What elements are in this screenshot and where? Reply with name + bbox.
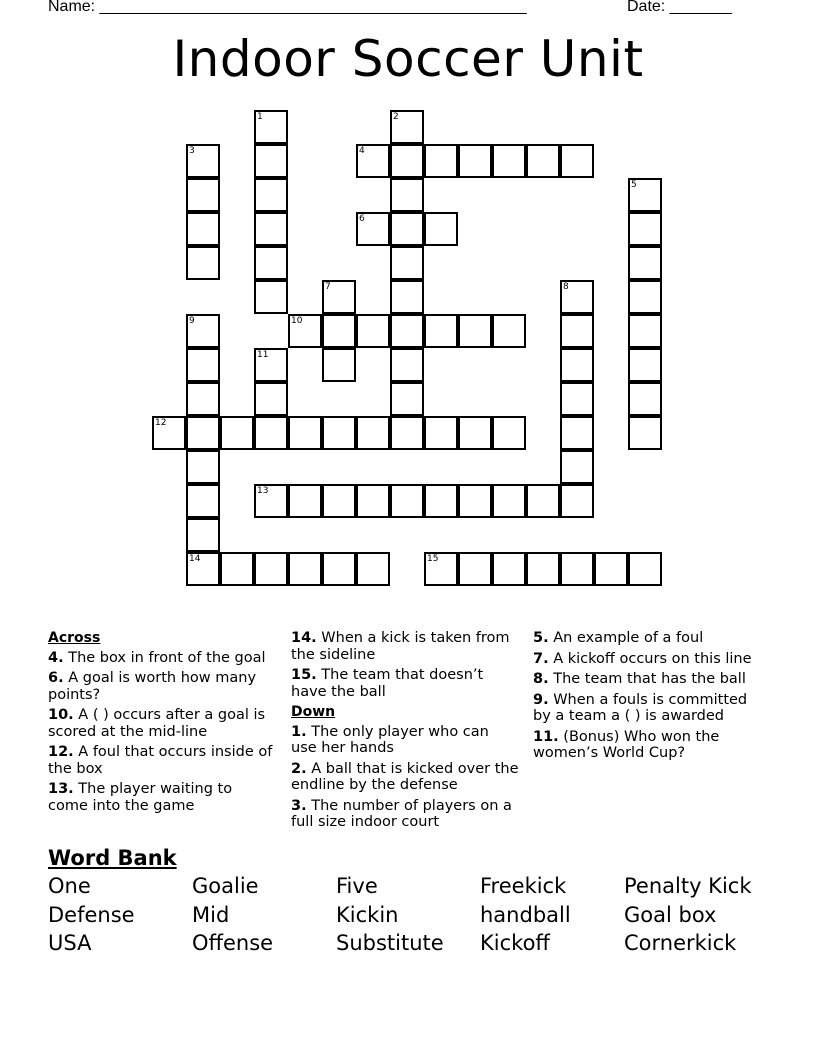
cell-number: 5 — [631, 180, 637, 190]
grid-cell[interactable] — [322, 348, 356, 382]
grid-cell[interactable] — [254, 246, 288, 280]
grid-cell[interactable] — [356, 484, 390, 518]
grid-cell[interactable] — [458, 416, 492, 450]
word-bank-item: Goal box — [624, 903, 717, 927]
grid-cell[interactable] — [560, 450, 594, 484]
grid-cell[interactable] — [628, 348, 662, 382]
grid-cell[interactable] — [424, 552, 458, 586]
grid-cell[interactable] — [628, 212, 662, 246]
grid-cell[interactable] — [628, 280, 662, 314]
cell-number: 1 — [257, 112, 263, 122]
grid-cell[interactable] — [390, 348, 424, 382]
grid-cell[interactable] — [186, 178, 220, 212]
grid-cell[interactable] — [152, 416, 186, 450]
grid-cell[interactable] — [424, 314, 458, 348]
grid-cell[interactable] — [390, 484, 424, 518]
word-bank-title: Word Bank — [48, 846, 177, 870]
cell-number: 15 — [427, 554, 439, 564]
grid-cell[interactable] — [458, 552, 492, 586]
clue-down-5: 5. An example of a foul — [533, 630, 704, 646]
grid-cell[interactable] — [390, 212, 424, 246]
grid-cell[interactable] — [288, 416, 322, 450]
grid-cell[interactable] — [254, 348, 288, 382]
grid-cell[interactable] — [322, 484, 356, 518]
clue-down-9: 9. When a fouls is committed by a team a ( ) is awarded — [533, 691, 748, 724]
clue-across-6: 6. A goal is worth how many points? — [48, 670, 257, 703]
word-bank-item: USA — [48, 931, 92, 955]
grid-cell[interactable] — [628, 178, 662, 212]
grid-cell[interactable] — [628, 246, 662, 280]
cell-number: 7 — [325, 282, 331, 292]
grid-cell[interactable] — [356, 144, 390, 178]
grid-cell[interactable] — [390, 178, 424, 212]
grid-cell[interactable] — [186, 518, 220, 552]
word-bank-item: Offense — [192, 931, 274, 955]
down-heading: Down — [291, 704, 336, 720]
grid-cell[interactable] — [492, 484, 526, 518]
grid-cell[interactable] — [560, 382, 594, 416]
grid-cell[interactable] — [254, 144, 288, 178]
grid-cell[interactable] — [356, 416, 390, 450]
grid-cell[interactable] — [186, 144, 220, 178]
word-bank-item: Goalie — [192, 874, 259, 898]
grid-cell[interactable] — [560, 144, 594, 178]
name-field-label: Name: ________________________________________________ — [48, 0, 527, 15]
cell-number: 6 — [359, 214, 365, 224]
clue-down-3: 3. The number of players on a full size indoor court — [291, 797, 512, 830]
grid-cell[interactable] — [560, 484, 594, 518]
grid-cell[interactable] — [390, 416, 424, 450]
grid-cell[interactable] — [458, 484, 492, 518]
grid-cell[interactable] — [254, 484, 288, 518]
cell-number: 8 — [563, 282, 569, 292]
clue-across-10: 10. A ( ) occurs after a goal is scored at the mid-line — [48, 707, 266, 740]
grid-cell[interactable] — [254, 552, 288, 586]
grid-cell[interactable] — [424, 416, 458, 450]
grid-cell[interactable] — [356, 314, 390, 348]
grid-cell[interactable] — [356, 552, 390, 586]
cell-number: 13 — [257, 486, 269, 496]
grid-cell[interactable] — [186, 212, 220, 246]
grid-cell[interactable] — [254, 382, 288, 416]
clue-down-1: 1. The only player who can use her hands — [291, 723, 489, 756]
grid-cell[interactable] — [458, 144, 492, 178]
page-title: Indoor Soccer Unit — [172, 30, 644, 88]
grid-cell[interactable] — [560, 416, 594, 450]
grid-cell[interactable] — [390, 280, 424, 314]
grid-cell[interactable] — [492, 416, 526, 450]
grid-cell[interactable] — [560, 552, 594, 586]
date-field-label: Date: _______ — [627, 0, 732, 15]
grid-cell[interactable] — [186, 416, 220, 450]
grid-cell[interactable] — [594, 552, 628, 586]
grid-cell[interactable] — [186, 246, 220, 280]
word-bank-item: Kickoff — [480, 931, 550, 955]
clue-across-15: 15. The team that doesn’t have the ball — [291, 667, 484, 700]
grid-cell[interactable] — [186, 484, 220, 518]
grid-cell[interactable] — [628, 416, 662, 450]
grid-cell[interactable] — [424, 144, 458, 178]
grid-cell[interactable] — [492, 144, 526, 178]
cell-number: 4 — [359, 146, 365, 156]
clue-across-4: 4. The box in front of the goal — [48, 649, 266, 666]
word-bank-item: One — [48, 874, 91, 898]
grid-cell[interactable] — [526, 144, 560, 178]
word-bank-item: Cornerkick — [624, 931, 737, 955]
grid-cell[interactable] — [254, 280, 288, 314]
grid-cell[interactable] — [628, 552, 662, 586]
grid-cell[interactable] — [424, 212, 458, 246]
word-bank-item: Mid — [192, 903, 230, 927]
grid-cell[interactable] — [560, 314, 594, 348]
cell-number: 3 — [189, 146, 195, 156]
cell-number: 14 — [189, 554, 201, 564]
cell-number: 12 — [155, 418, 167, 428]
grid-cell[interactable] — [526, 552, 560, 586]
word-bank-item: Freekick — [480, 874, 567, 898]
grid-cell[interactable] — [186, 348, 220, 382]
grid-cell[interactable] — [186, 314, 220, 348]
grid-cell[interactable] — [220, 552, 254, 586]
word-bank-item: Defense — [48, 903, 135, 927]
across-heading: Across — [48, 630, 101, 646]
grid-cell[interactable] — [492, 552, 526, 586]
grid-cell[interactable] — [390, 110, 424, 144]
grid-cell[interactable] — [628, 382, 662, 416]
grid-cell[interactable] — [288, 314, 322, 348]
grid-cell[interactable] — [322, 280, 356, 314]
clue-down-8: 8. The team that has the ball — [533, 671, 746, 687]
cell-number: 11 — [257, 350, 269, 360]
clue-down-7: 7. A kickoff occurs on this line — [533, 650, 752, 667]
grid-cell[interactable] — [254, 110, 288, 144]
grid-cell[interactable] — [356, 212, 390, 246]
grid-cell[interactable] — [390, 246, 424, 280]
grid-cell[interactable] — [322, 552, 356, 586]
grid-cell[interactable] — [288, 552, 322, 586]
grid-cell[interactable] — [288, 484, 322, 518]
clue-across-14: 14. When a kick is taken from the sideline — [291, 630, 510, 663]
grid-cell[interactable] — [458, 314, 492, 348]
grid-cell[interactable] — [390, 314, 424, 348]
grid-cell[interactable] — [390, 382, 424, 416]
clues-column-2 — [291, 630, 519, 835]
grid-cell[interactable] — [254, 416, 288, 450]
clues-column-1 — [48, 630, 276, 818]
cell-number: 10 — [291, 316, 303, 326]
grid-cell[interactable] — [424, 484, 458, 518]
grid-cell[interactable] — [186, 552, 220, 586]
grid-cell[interactable] — [526, 484, 560, 518]
cell-number: 2 — [393, 112, 399, 122]
grid-cell[interactable] — [390, 144, 424, 178]
grid-cell[interactable] — [254, 178, 288, 212]
grid-cell[interactable] — [220, 416, 254, 450]
grid-cell[interactable] — [186, 382, 220, 416]
grid-cell[interactable] — [322, 314, 356, 348]
clue-down-2: 2. A ball that is kicked over the endline by the defense — [291, 760, 519, 793]
grid-cell[interactable] — [560, 280, 594, 314]
cell-number: 9 — [189, 316, 195, 326]
grid-cell[interactable] — [254, 212, 288, 246]
grid-cell[interactable] — [186, 450, 220, 484]
clues-column-3 — [533, 630, 761, 766]
grid-cell[interactable] — [560, 348, 594, 382]
grid-cell[interactable] — [492, 314, 526, 348]
word-bank-item: Kickin — [336, 903, 399, 927]
clue-across-12: 12. A foul that occurs inside of the box — [48, 744, 273, 777]
clue-across-13: 13. The player waiting to come into the game — [48, 781, 233, 814]
grid-cell[interactable] — [322, 416, 356, 450]
clue-down-11: 11. (Bonus) Who won the women’s World Cup? — [533, 728, 720, 761]
word-bank-item: Five — [336, 874, 378, 898]
word-bank-item: Substitute — [336, 931, 444, 955]
grid-cell[interactable] — [628, 314, 662, 348]
word-bank-item: Penalty Kick — [624, 874, 752, 898]
word-bank-item: handball — [480, 903, 571, 927]
